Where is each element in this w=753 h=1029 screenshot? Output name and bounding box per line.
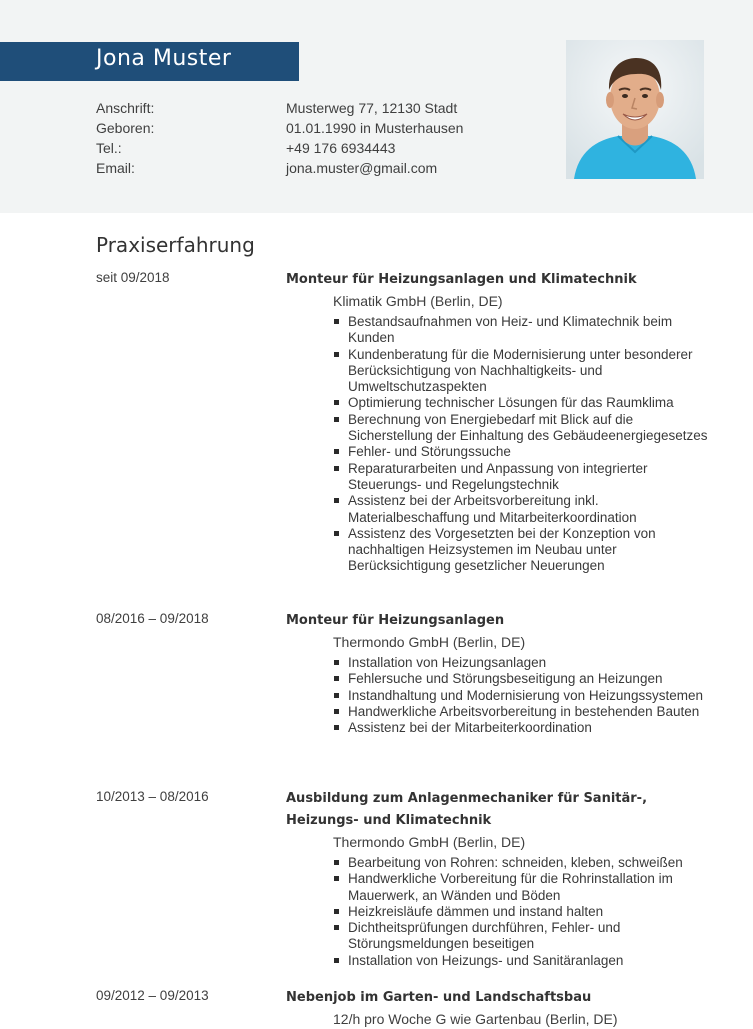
bullet-item: Heizkreisläufe dämmen und instand halten — [333, 904, 713, 920]
entry-bullet-list — [333, 314, 713, 575]
entry-company: Klimatik GmbH (Berlin, DE) — [333, 293, 503, 309]
entry-date: 09/2012 – 09/2013 — [96, 988, 209, 1003]
entry-title: Nebenjob im Garten- und Landschaftsbau — [286, 990, 592, 1005]
contact-row-phone — [0, 140, 560, 160]
bullet-item: Assistenz des Vorgesetzten bei der Konzeption von nachhaltigen Heizsystemen im Neubau unter Berücksichtigung gesetzlicher Neuerungen — [333, 526, 713, 575]
bullet-item: Instandhaltung und Modernisierung von Heizungssystemen — [333, 688, 713, 704]
candidate-name: Jona Muster — [96, 46, 232, 71]
bullet-item: Handwerkliche Vorbereitung für die Rohrinstallation im Mauerwerk, an Wänden und Böden — [333, 871, 713, 904]
portrait-photo — [566, 40, 704, 179]
bullet-item: Fehlersuche und Störungsbeseitigung an Heizungen — [333, 671, 713, 687]
contact-label: Geboren: — [96, 120, 155, 136]
bullet-item: Kundenberatung für die Modernisierung unter besonderer Berücksichtigung von Nachhaltigkeits- und Umweltschutzaspekten — [333, 347, 713, 396]
bullet-item: Dichtheitsprüfungen durchführen, Fehler- und Störungsmeldungen beseitigen — [333, 920, 713, 953]
section-title-experience: Praxiserfahrung — [96, 233, 255, 257]
entry-date: 08/2016 – 09/2018 — [96, 611, 209, 626]
bullet-item: Installation von Heizungs- und Sanitäranlagen — [333, 953, 713, 969]
contact-row-email — [0, 160, 560, 180]
bullet-item: Assistenz bei der Mitarbeiterkoordination — [333, 720, 713, 736]
entry-title: Monteur für Heizungsanlagen — [286, 613, 505, 628]
entry-bullet-list — [333, 655, 713, 736]
contact-value: jona.muster@gmail.com — [286, 160, 438, 176]
entry-company: Thermondo GmbH (Berlin, DE) — [333, 834, 526, 850]
contact-label: Tel.: — [96, 140, 122, 156]
bullet-item: Berechnung von Energiebedarf mit Blick auf die Sicherstellung der Einhaltung des Gebäudeenergiegesetzes — [333, 412, 713, 445]
entry-company: Thermondo GmbH (Berlin, DE) — [333, 634, 526, 650]
entry-date: seit 09/2018 — [96, 270, 170, 285]
bullet-item: Optimierung technischer Lösungen für das Raumklima — [333, 395, 713, 411]
entry-company: 12/h pro Woche G wie Gartenbau (Berlin, DE) — [333, 1011, 618, 1027]
bullet-item: Bearbeitung von Rohren: schneiden, kleben, schweißen — [333, 855, 713, 871]
entry-bullet-list — [333, 855, 713, 969]
entry-title: Ausbildung zum Anlagenmechaniker für Sanitär-, Heizungs- und Klimatechnik — [286, 791, 648, 828]
bullet-item: Bestandsaufnahmen von Heiz- und Klimatechnik beim Kunden — [333, 314, 713, 347]
contact-label: Email: — [96, 160, 135, 176]
bullet-item: Fehler- und Störungssuche — [333, 444, 713, 460]
bullet-item: Assistenz bei der Arbeitsvorbereitung inkl. Materialbeschaffung und Mitarbeiterkoordination — [333, 493, 713, 526]
contact-value: Musterweg 77, 12130 Stadt — [286, 100, 458, 116]
contact-value: 01.01.1990 in Musterhausen — [286, 120, 464, 136]
contact-label: Anschrift: — [96, 100, 155, 116]
entry-title: Monteur für Heizungsanlagen und Klimatechnik — [286, 272, 637, 287]
contact-row-birth — [0, 120, 560, 140]
contact-value: +49 176 6934443 — [286, 140, 396, 156]
bullet-item: Installation von Heizungsanlagen — [333, 655, 713, 671]
contact-row-address — [0, 100, 560, 120]
bullet-item: Reparaturarbeiten und Anpassung von integrierter Steuerungs- und Regelungstechnik — [333, 461, 713, 494]
bullet-item: Handwerkliche Arbeitsvorbereitung in bestehenden Bauten — [333, 704, 713, 720]
entry-date: 10/2013 – 08/2016 — [96, 789, 209, 804]
